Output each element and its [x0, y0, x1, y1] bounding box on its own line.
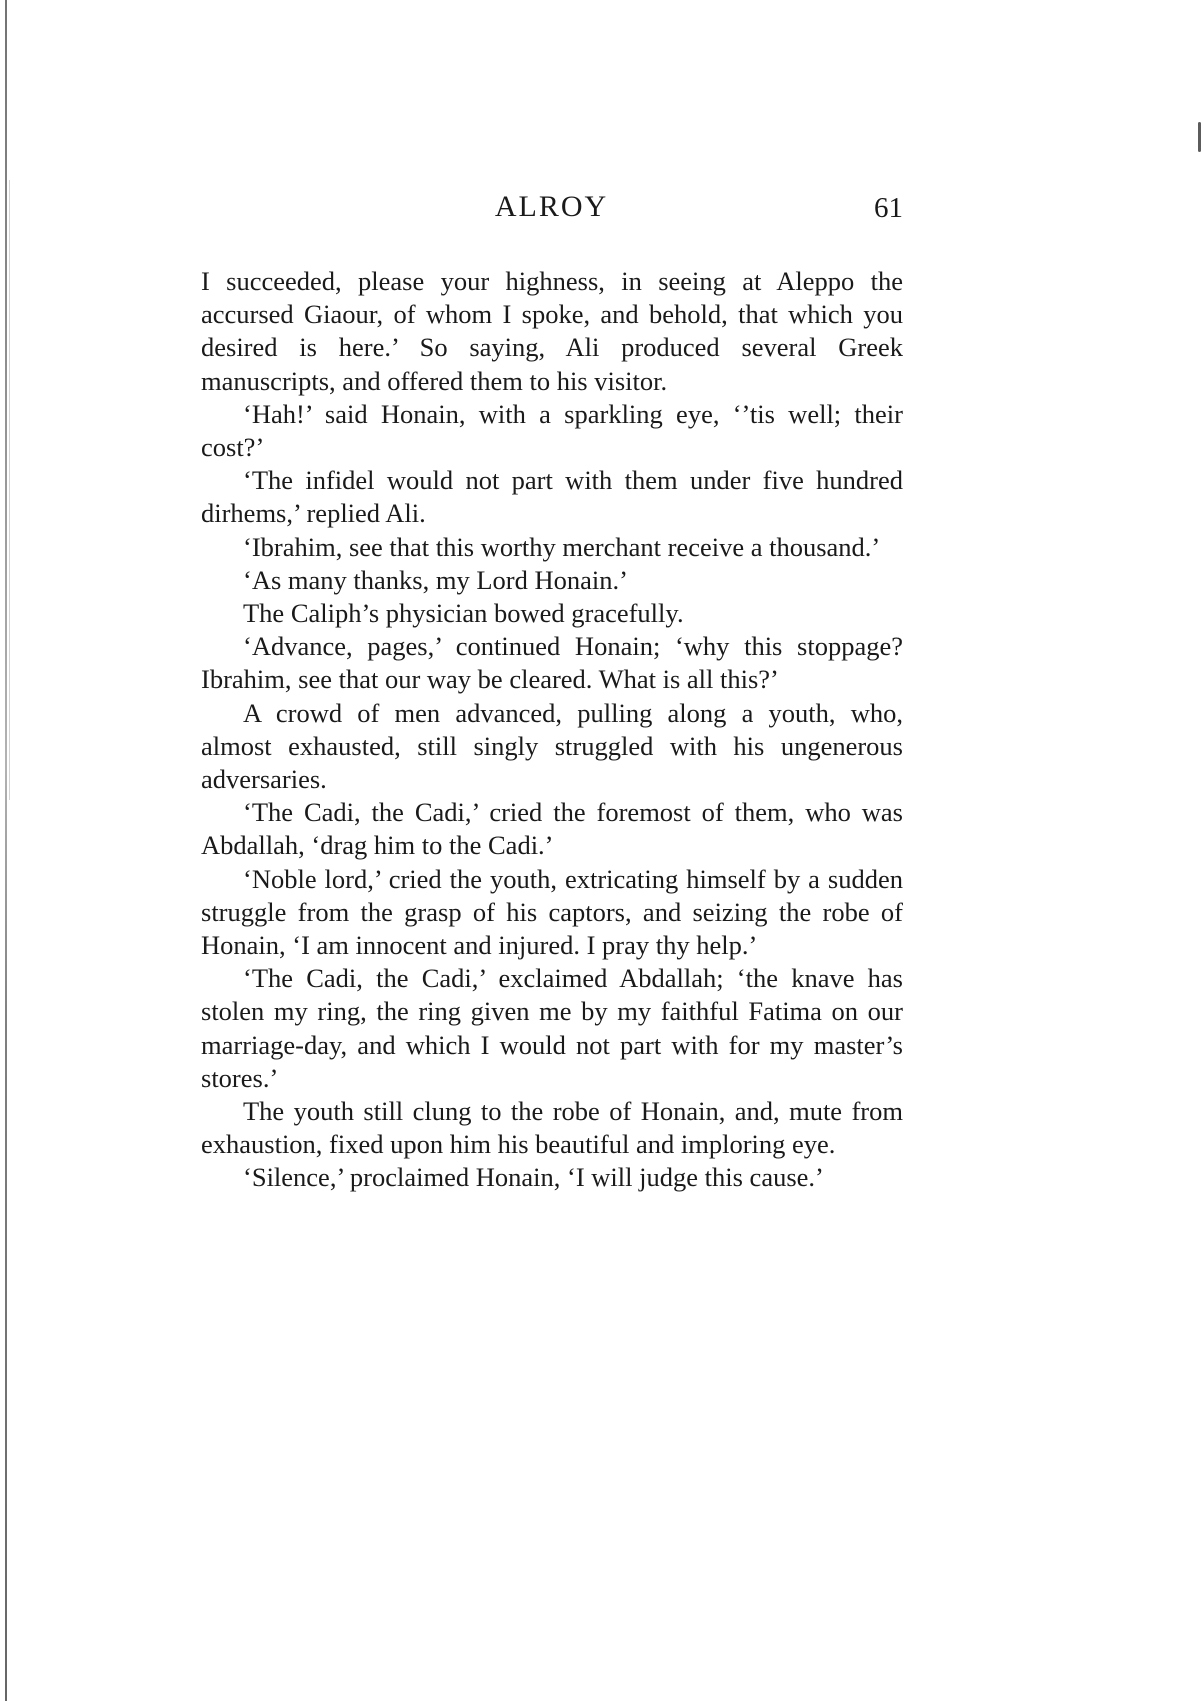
paragraph: ‘As many thanks, my Lord Honain.’	[243, 564, 628, 595]
page-edge-line	[9, 180, 10, 800]
paragraph: I succeeded, please your highness, in seeing at Aleppo the accursed Giaour, of whom I spoke, and behold, that which you desired is here.’ So saying, Ali produced several Greek manuscripts, and offered them to his visitor.	[201, 266, 903, 396]
paragraph: A crowd of men advanced, pulling along a youth, who, almost exhausted, still singly struggled with his ungenerous adversaries.	[201, 697, 903, 795]
scan-mark	[1198, 122, 1201, 152]
running-title: ALROY	[494, 190, 609, 223]
page-number: 61	[874, 192, 903, 224]
paragraph: ‘Ibrahim, see that this worthy merchant receive a thousand.’	[243, 531, 881, 562]
paragraph: ‘Noble lord,’ cried the youth, extricating himself by a sudden struggle from the grasp of his captors, and seizing the robe of Honain, ‘I am innocent and injured. I pray thy help.’	[201, 863, 903, 961]
page-edge-shadow	[5, 0, 7, 1701]
paragraph: ‘The infidel would not part with them under five hundred dirhems,’ replied Ali.	[201, 465, 903, 529]
paragraph: ‘Hah!’ said Honain, with a sparkling eye, ‘’tis well; their cost?’	[201, 398, 903, 463]
paragraph: ‘Silence,’ proclaimed Honain, ‘I will judge this cause.’	[243, 1162, 824, 1193]
paragraph: ‘The Cadi, the Cadi,’ cried the foremost of them, who was Abdallah, ‘drag him to the Cadi.’	[201, 797, 903, 861]
paragraph: ‘The Cadi, the Cadi,’ exclaimed Abdallah; ‘the knave has stolen my ring, the ring given me by my faithful Fatima on our marriage-day, and which I would not part with for my master’s stores.’	[201, 963, 903, 1093]
paragraph: The Caliph’s physician bowed gracefully.	[243, 598, 684, 629]
paragraph: ‘Advance, pages,’ continued Honain; ‘why this stoppage? Ibrahim, see that our way be cleared. What is all this?’	[201, 631, 903, 695]
running-head	[200, 190, 903, 234]
body-text	[201, 265, 903, 1195]
paragraph: The youth still clung to the robe of Honain, and, mute from exhaustion, fixed upon him his beautiful and imploring eye.	[201, 1096, 903, 1160]
